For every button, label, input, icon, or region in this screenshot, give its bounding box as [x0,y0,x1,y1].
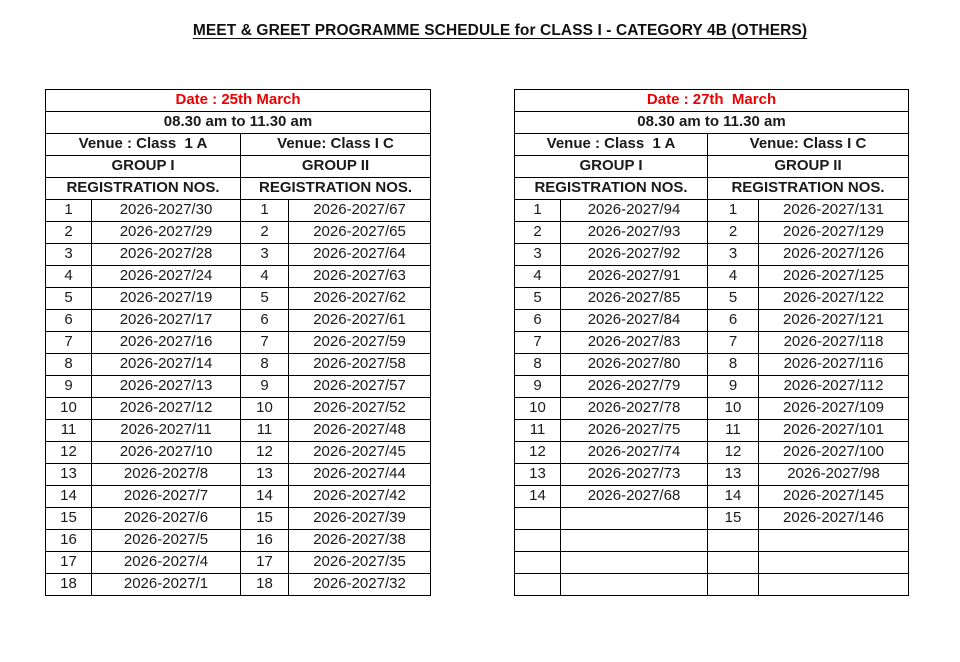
serial-cell: 6 [515,310,561,332]
table-row [46,332,431,354]
registration-cell: 2026-2027/68 [561,486,708,508]
registration-cell: 2026-2027/7 [92,486,241,508]
serial-cell: 12 [708,442,759,464]
serial-cell: 11 [241,420,289,442]
registration-cell: 2026-2027/84 [561,310,708,332]
registration-header-group2: REGISTRATION NOS. [708,178,909,200]
serial-cell: 3 [46,244,92,266]
serial-cell [515,530,561,552]
registration-cell [759,530,909,552]
registration-cell: 2026-2027/61 [289,310,431,332]
table-row [515,442,909,464]
registration-cell: 2026-2027/63 [289,266,431,288]
registration-cell: 2026-2027/118 [759,332,909,354]
serial-cell: 2 [46,222,92,244]
serial-cell: 6 [241,310,289,332]
serial-cell: 8 [241,354,289,376]
time-row [515,112,909,134]
serial-cell: 1 [241,200,289,222]
registration-cell: 2026-2027/59 [289,332,431,354]
venue-group1-label: Venue : Class 1 A [515,134,708,156]
serial-cell: 8 [46,354,92,376]
group2-label: GROUP II [708,156,909,178]
registration-cell: 2026-2027/24 [92,266,241,288]
serial-cell: 3 [708,244,759,266]
table-row [515,310,909,332]
serial-cell: 1 [515,200,561,222]
registration-cell: 2026-2027/48 [289,420,431,442]
table-row [515,530,909,552]
registration-cell: 2026-2027/57 [289,376,431,398]
table-row [46,552,431,574]
table-row [515,244,909,266]
serial-cell: 7 [241,332,289,354]
serial-cell: 3 [241,244,289,266]
registration-header-row [515,178,909,200]
registration-cell: 2026-2027/17 [92,310,241,332]
registration-rows [515,200,909,596]
serial-cell [515,552,561,574]
serial-cell: 12 [241,442,289,464]
table-row [46,200,431,222]
table-row [515,486,909,508]
serial-cell: 10 [46,398,92,420]
venue-group1-label: Venue : Class 1 A [46,134,241,156]
serial-cell: 10 [241,398,289,420]
serial-cell: 6 [708,310,759,332]
serial-cell: 16 [46,530,92,552]
registration-header-group1: REGISTRATION NOS. [46,178,241,200]
serial-cell: 6 [46,310,92,332]
group1-label: GROUP I [46,156,241,178]
registration-cell: 2026-2027/64 [289,244,431,266]
table-row [46,244,431,266]
serial-cell: 18 [46,574,92,596]
registration-cell: 2026-2027/126 [759,244,909,266]
serial-cell: 9 [241,376,289,398]
registration-cell: 2026-2027/58 [289,354,431,376]
table-row [515,288,909,310]
serial-cell: 2 [515,222,561,244]
table-row [515,398,909,420]
registration-cell [561,552,708,574]
registration-cell [561,530,708,552]
registration-cell: 2026-2027/29 [92,222,241,244]
serial-cell: 14 [515,486,561,508]
registration-cell: 2026-2027/35 [289,552,431,574]
venue-row [46,134,431,156]
serial-cell: 10 [515,398,561,420]
registration-header-group2: REGISTRATION NOS. [241,178,431,200]
table-row [515,332,909,354]
serial-cell [515,508,561,530]
registration-cell: 2026-2027/85 [561,288,708,310]
serial-cell: 13 [241,464,289,486]
time-label: 08.30 am to 11.30 am [46,112,431,134]
serial-cell: 3 [515,244,561,266]
serial-cell: 15 [46,508,92,530]
registration-cell [561,508,708,530]
registration-cell: 2026-2027/45 [289,442,431,464]
registration-cell: 2026-2027/73 [561,464,708,486]
registration-cell: 2026-2027/4 [92,552,241,574]
serial-cell: 4 [708,266,759,288]
table-row [46,508,431,530]
registration-cell: 2026-2027/80 [561,354,708,376]
date-label: Date : 27th March [515,90,909,112]
registration-cell: 2026-2027/11 [92,420,241,442]
registration-cell: 2026-2027/125 [759,266,909,288]
registration-cell: 2026-2027/42 [289,486,431,508]
table-row [515,376,909,398]
serial-cell: 5 [241,288,289,310]
registration-cell: 2026-2027/39 [289,508,431,530]
table-row [515,354,909,376]
serial-cell: 1 [46,200,92,222]
serial-cell [708,530,759,552]
registration-cell: 2026-2027/52 [289,398,431,420]
registration-cell: 2026-2027/28 [92,244,241,266]
date-label: Date : 25th March [46,90,431,112]
schedule-table-25th-march [45,89,431,596]
serial-cell: 12 [515,442,561,464]
date-row [46,90,431,112]
serial-cell: 4 [515,266,561,288]
table-row [46,266,431,288]
table-row [46,442,431,464]
registration-cell: 2026-2027/30 [92,200,241,222]
table-row [46,376,431,398]
table-row [515,508,909,530]
time-row [46,112,431,134]
table-row [515,574,909,596]
serial-cell: 4 [241,266,289,288]
serial-cell: 5 [708,288,759,310]
registration-cell: 2026-2027/1 [92,574,241,596]
serial-cell: 2 [241,222,289,244]
table-row [515,200,909,222]
registration-cell: 2026-2027/91 [561,266,708,288]
registration-cell [759,552,909,574]
registration-cell: 2026-2027/116 [759,354,909,376]
registration-cell: 2026-2027/100 [759,442,909,464]
page-title: MEET & GREET PROGRAMME SCHEDULE for CLASS I - CATEGORY 4B (OTHERS) [192,22,808,39]
venue-row [515,134,909,156]
table-row [46,420,431,442]
registration-cell: 2026-2027/94 [561,200,708,222]
registration-cell: 2026-2027/122 [759,288,909,310]
serial-cell [708,574,759,596]
registration-header-row [46,178,431,200]
registration-cell: 2026-2027/112 [759,376,909,398]
serial-cell: 8 [708,354,759,376]
table-row [46,354,431,376]
table-row [46,530,431,552]
serial-cell: 13 [515,464,561,486]
serial-cell: 7 [515,332,561,354]
registration-cell: 2026-2027/109 [759,398,909,420]
serial-cell: 1 [708,200,759,222]
table-row [46,464,431,486]
table-row [46,398,431,420]
group1-label: GROUP I [515,156,708,178]
group2-label: GROUP II [241,156,431,178]
registration-cell: 2026-2027/19 [92,288,241,310]
serial-cell: 15 [708,508,759,530]
serial-cell: 10 [708,398,759,420]
group-row [46,156,431,178]
registration-cell: 2026-2027/145 [759,486,909,508]
serial-cell: 11 [708,420,759,442]
table-row [515,552,909,574]
serial-cell: 14 [708,486,759,508]
registration-cell: 2026-2027/8 [92,464,241,486]
table-row [46,574,431,596]
registration-cell: 2026-2027/79 [561,376,708,398]
registration-cell: 2026-2027/62 [289,288,431,310]
table-row [515,222,909,244]
table-row [515,266,909,288]
registration-cell: 2026-2027/98 [759,464,909,486]
serial-cell: 8 [515,354,561,376]
serial-cell: 4 [46,266,92,288]
venue-group2-label: Venue: Class I C [241,134,431,156]
serial-cell: 11 [46,420,92,442]
serial-cell: 18 [241,574,289,596]
registration-cell: 2026-2027/13 [92,376,241,398]
serial-cell: 17 [46,552,92,574]
registration-cell: 2026-2027/14 [92,354,241,376]
registration-rows [46,200,431,596]
registration-cell: 2026-2027/16 [92,332,241,354]
registration-cell: 2026-2027/75 [561,420,708,442]
registration-cell: 2026-2027/38 [289,530,431,552]
serial-cell: 9 [46,376,92,398]
table-row [46,310,431,332]
serial-cell: 9 [708,376,759,398]
serial-cell: 5 [515,288,561,310]
registration-cell: 2026-2027/101 [759,420,909,442]
group-row [515,156,909,178]
registration-cell: 2026-2027/74 [561,442,708,464]
registration-cell: 2026-2027/131 [759,200,909,222]
serial-cell: 17 [241,552,289,574]
serial-cell: 14 [46,486,92,508]
serial-cell: 16 [241,530,289,552]
table-row [515,464,909,486]
registration-cell [759,574,909,596]
registration-cell: 2026-2027/32 [289,574,431,596]
registration-cell: 2026-2027/12 [92,398,241,420]
registration-cell: 2026-2027/121 [759,310,909,332]
registration-cell: 2026-2027/146 [759,508,909,530]
table-row [46,222,431,244]
registration-cell [561,574,708,596]
registration-cell: 2026-2027/5 [92,530,241,552]
registration-cell: 2026-2027/44 [289,464,431,486]
serial-cell: 15 [241,508,289,530]
date-row [515,90,909,112]
registration-cell: 2026-2027/78 [561,398,708,420]
serial-cell: 13 [708,464,759,486]
registration-cell: 2026-2027/6 [92,508,241,530]
serial-cell: 14 [241,486,289,508]
registration-cell: 2026-2027/129 [759,222,909,244]
time-label: 08.30 am to 11.30 am [515,112,909,134]
registration-cell: 2026-2027/67 [289,200,431,222]
serial-cell: 2 [708,222,759,244]
venue-group2-label: Venue: Class I C [708,134,909,156]
serial-cell: 7 [46,332,92,354]
registration-cell: 2026-2027/65 [289,222,431,244]
serial-cell: 12 [46,442,92,464]
serial-cell: 13 [46,464,92,486]
table-row [515,420,909,442]
serial-cell: 5 [46,288,92,310]
registration-cell: 2026-2027/10 [92,442,241,464]
serial-cell [515,574,561,596]
registration-cell: 2026-2027/83 [561,332,708,354]
serial-cell [708,552,759,574]
serial-cell: 9 [515,376,561,398]
table-row [46,288,431,310]
table-row [46,486,431,508]
registration-header-group1: REGISTRATION NOS. [515,178,708,200]
registration-cell: 2026-2027/92 [561,244,708,266]
registration-cell: 2026-2027/93 [561,222,708,244]
schedule-table-27th-march [514,89,909,596]
serial-cell: 7 [708,332,759,354]
serial-cell: 11 [515,420,561,442]
